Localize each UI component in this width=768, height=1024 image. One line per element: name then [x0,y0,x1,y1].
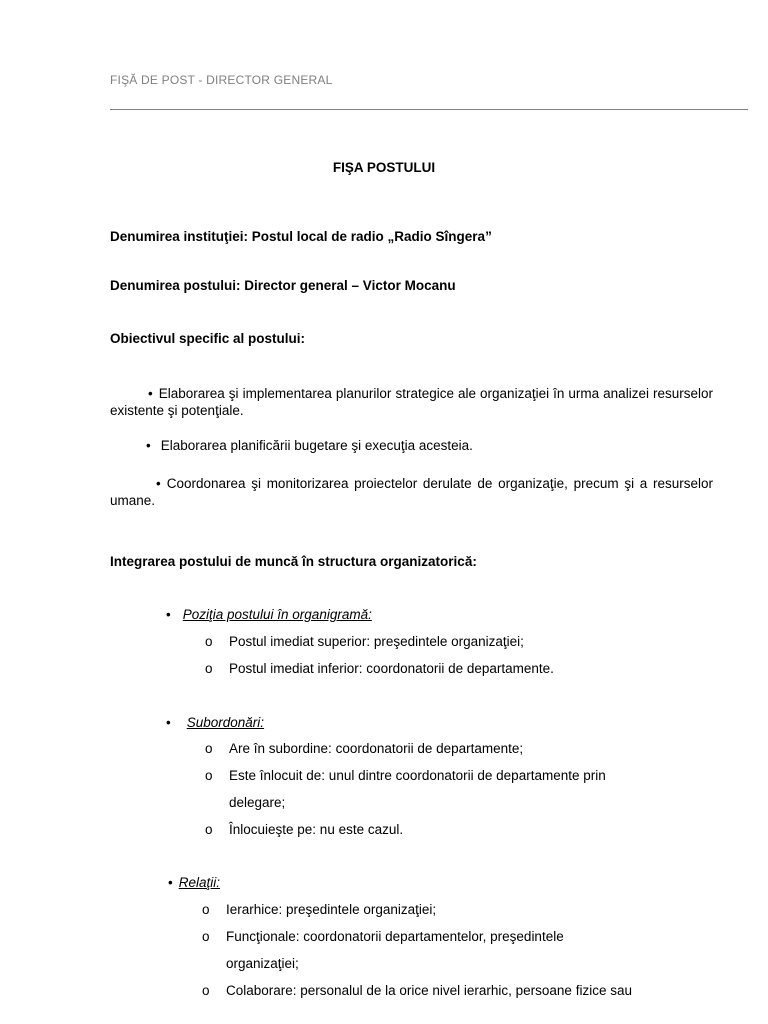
bullet-marker: • [166,715,171,730]
list-item: o Are în subordine: coordonatorii de departamente; [205,741,524,756]
integration-heading: Integrarea postului de muncă în structura organizatorică: [110,554,477,569]
objective-text-1: Elaborarea şi implementarea planurilor strategice ale organizaţiei în urma analizei resurselor existente şi potenţiale. [110,386,713,418]
objective-item-3 [110,475,713,509]
document-title: FIŞA POSTULUI [332,160,436,175]
header-divider [110,109,748,110]
section-subordination-items [205,735,606,843]
list-item: o Postul imediat superior: preşedintele organizaţiei; [205,634,524,649]
list-item: o Este înlocuit de: unul dintre coordonatorii de departamente prin [205,768,606,783]
position-name: Denumirea postului: Director general – Victor Mocanu [110,278,456,293]
bullet-marker: • [168,875,173,890]
objective-heading: Obiectivul specific al postului: [110,331,306,346]
section-relations [168,875,220,890]
list-item: o Funcţionale: coordonatorii departamentelor, preşedintele [202,929,564,944]
bullet-marker: • [156,476,161,491]
section-position-items [205,628,554,682]
institution-name: Denumirea instituţiei: Postul local de radio „Radio Sîngera” [110,229,492,244]
list-item-continuation: delegare; [229,795,286,810]
section-label-position: Poziţia postului în organigramă: [182,607,372,622]
section-label-subordination: Subordonări: [186,715,265,730]
list-item-continuation: organizaţiei; [226,956,299,971]
page-header-title: FIŞĂ DE POST - DIRECTOR GENERAL [110,73,333,87]
section-label-relations: Relaţii: [178,875,220,890]
bullet-marker: • [146,438,151,453]
objective-text-3: Coordonarea şi monitorizarea proiectelor derulate de organizaţie, precum şi a resurselor umane. [110,476,713,508]
list-item: o Ierarhice: preşedintele organizaţiei; [202,902,437,917]
list-item: o Postul imediat inferior: coordonatorii de departamente. [205,661,554,676]
bullet-marker: • [166,607,171,622]
objective-text-2: Elaborarea planificării bugetare şi execuţia acesteia. [160,438,473,453]
section-subordination [166,715,264,730]
objective-item-1 [110,385,713,419]
objective-item-2 [146,438,473,453]
section-position [166,607,372,622]
section-relations-items [202,896,632,1004]
list-item: o Colaborare: personalul de la orice nivel ierarhic, persoane fizice sau [202,983,632,998]
bullet-marker: • [148,386,153,401]
list-item: o Înlocuieşte pe: nu este cazul. [205,822,404,837]
